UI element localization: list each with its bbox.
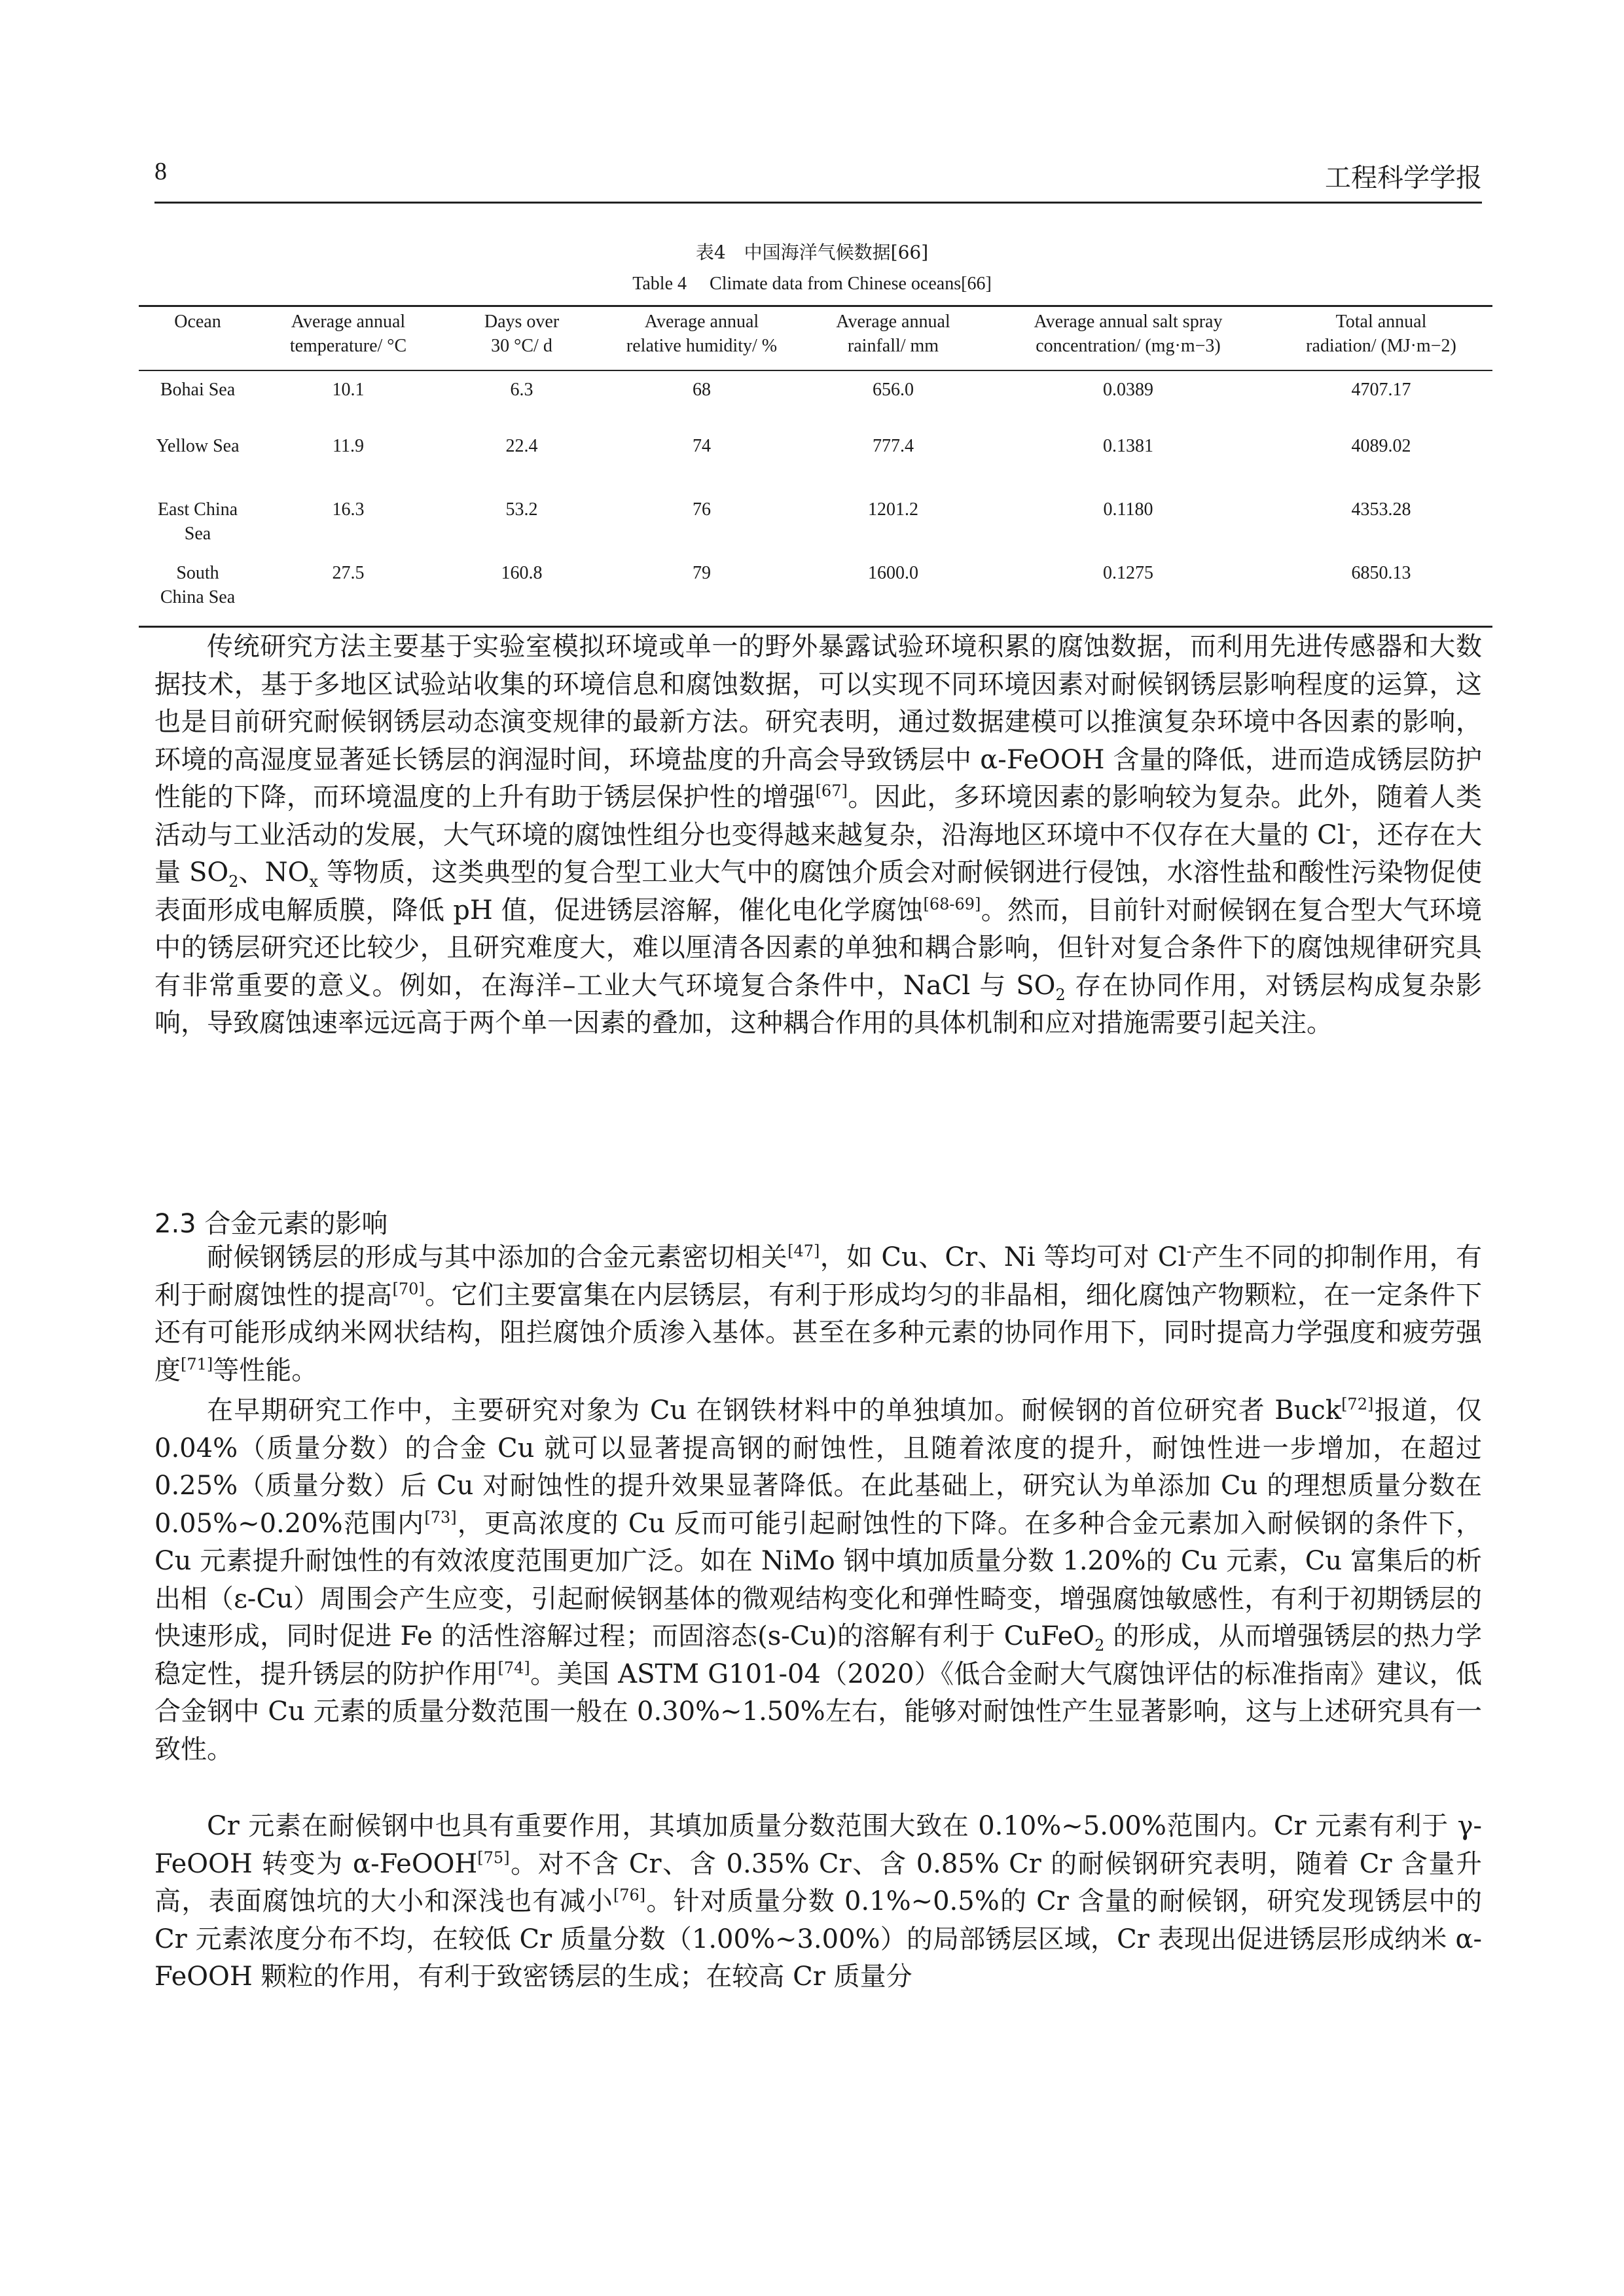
climate-table: [139, 305, 1492, 628]
paragraph-chromium: [154, 1808, 1482, 1996]
paragraph-text: Cr 元素在耐候钢中也具有重要作用，其填加质量分数范围大致在 0.10%~5.00%范围内。Cr 元素有利于 γ-FeOOH 转变为 α-FeOOH[75]。对不含 Cr、含 0.35% Cr、含 0.85% Cr 的耐候钢研究表明，随着 Cr 含量升高，表面腐蚀坑的大小和深浅也有减小[76]。针对质量分数 0.1%~0.5%的 Cr 含量的耐候钢，研究发现锈层中的 Cr 元素浓度分布不均，在较低 Cr 质量分数（1.00%~3.00%）的局部锈层区域，Cr 表现出促进锈层形成纳米 α-FeOOH 颗粒的作用，有利于致密锈层的生成；在较高 Cr 质量分: [154, 1811, 1483, 1992]
caption-cn-text: 表4 中国海洋气候数据[66]: [695, 242, 929, 263]
cell-radiation: 4089.02: [1351, 436, 1411, 456]
table-header-row: [139, 306, 1492, 371]
cell-humidity: 68: [693, 380, 711, 400]
paragraph-text: 在早期研究工作中，主要研究对象为 Cu 在钢铁材料中的单独填加。耐候钢的首位研究者 Buck[72]报道，仅 0.04%（质量分数）的合金 Cu 就可以显著提高钢的耐蚀性，且随着浓度的提升，耐蚀性进一步增加，在超过 0.25%（质量分数）后 Cu 对耐蚀性的提升效果显著降低。在此基础上，研究认为单添加 Cu 的理想质量分数在 0.05%~0.20%范围内[73]，更高浓度的 Cu 反而可能引起耐蚀性的下降。在多种合金元素加入耐候钢的条件下，Cu 元素提升耐蚀性的有效浓度范围更加广泛。如在 NiMo 钢中填加质量分数 1.20%的 Cu 元素，Cu 富集后的析出相（ε-Cu）周围会产生应变，引起耐候钢基体的微观结构变化和弹性畸变，增强腐蚀敏感性，有利于初期锈层的快速形成，同时促进 Fe 的活性溶解过程；而固溶态(s-Cu)的溶解有利于 CuFeO$_2$ 的形成，从而增强锈层的热力学稳定性，提升锈层的防护作用[74]。美国 ASTM G101-04（2020）《低合金耐大气腐蚀评估的标准指南》建议，低合金钢中 Cu 元素的质量分数范围一般在 0.30%~1.50%左右，能够对耐蚀性产生显著影响，这与上述研究具有一致性。: [154, 1395, 1483, 1765]
col-header-humidity: Average annual relative humidity/ %: [604, 306, 800, 371]
page-header: [154, 157, 1482, 196]
cell-temp: 10.1: [332, 380, 365, 400]
page-number: 8: [154, 158, 167, 185]
cell-rainfall: 777.4: [873, 436, 914, 456]
cell-days: 6.3: [510, 380, 533, 400]
cell-days: 160.8: [440, 561, 604, 626]
cell-humidity: 79: [604, 561, 800, 626]
cell-salt: 0.1180: [1103, 499, 1153, 520]
cell-salt: 0.0389: [1103, 380, 1153, 400]
journal-name: 工程科学学报: [1325, 163, 1482, 193]
paragraph-alloy-intro: [154, 1239, 1482, 1390]
cell-radiation: 4353.28: [1351, 499, 1411, 520]
paragraph-copper: [154, 1392, 1482, 1768]
table-row: [139, 497, 1492, 561]
section-title: 2.3 合金元素的影响: [154, 1209, 388, 1239]
table-row: [139, 434, 1492, 497]
cell-ocean: Yellow Sea: [156, 436, 240, 456]
cell-salt: 0.1381: [1103, 436, 1153, 456]
header-rule: [154, 202, 1482, 204]
cell-temp: 27.5: [257, 561, 440, 626]
table-row: [139, 561, 1492, 626]
cell-rainfall: 656.0: [873, 380, 914, 400]
cell-radiation: 4707.17: [1351, 380, 1411, 400]
col-header-ocean: Ocean: [139, 306, 257, 371]
cell-humidity: 74: [693, 436, 711, 456]
cell-temp: 11.9: [333, 436, 364, 456]
cell-ocean: South China Sea: [139, 561, 257, 626]
cell-salt: 0.1275: [986, 561, 1270, 626]
col-header-temperature: Average annual temperature/ °C: [257, 306, 440, 371]
paragraph-text: 耐候钢锈层的形成与其中添加的合金元素密切相关[47]，如 Cu、Cr、Ni 等均可对 Cl-产生不同的抑制作用，有利于耐腐蚀性的提高[70]。它们主要富集在内层锈层，有利于形成均匀的非晶相，细化腐蚀产物颗粒，在一定条件下还有可能形成纳米网状结构，阻拦腐蚀介质渗入基体。甚至在多种元素的协同作用下，同时提高力学强度和疲劳强度[71]等性能。: [154, 1242, 1483, 1386]
col-header-hot-days: Days over 30 °C/ d: [440, 306, 604, 371]
paragraph-text: 传统研究方法主要基于实验室模拟环境或单一的野外暴露试验环境积累的腐蚀数据，而利用先进传感器和大数据技术，基于多地区试验站收集的环境信息和腐蚀数据，可以实现不同环境因素对耐候钢锈层影响程度的运算，这也是目前研究耐候钢锈层动态演变规律的最新方法。研究表明，通过数据建模可以推演复杂环境中各因素的影响，环境的高湿度显著延长锈层的润湿时间，环境盐度的升高会导致锈层中 α-FeOOH 含量的降低，进而造成锈层防护性能的下降，而环境温度的上升有助于锈层保护性的增强[67]。因此，多环境因素的影响较为复杂。此外，随着人类活动与工业活动的发展，大气环境的腐蚀性组分也变得越来越复杂，沿海地区环境中不仅存在大量的 Cl-，还存在大量 $SO_2$、$NO_x$ 等物质，这类典型的复合型工业大气中的腐蚀介质会对耐候钢进行侵蚀，水溶性盐和酸性污染物促使表面形成电解质膜，降低 pH 值，促进锈层溶解，催化电化学腐蚀[68-69]。然而，目前针对耐候钢在复合型大气环境中的锈层研究还比较少，且研究难度大，难以厘清各因素的单独和耦合影响，但针对复合条件下的腐蚀规律研究具有非常重要的意义。例如，在海洋–工业大气环境复合条件中，NaCl 与 $SO_2$ 存在协同作用，对锈层构成复杂影响，导致腐蚀速率远远高于两个单一因素的叠加，这种耦合作用的具体机制和应对措施需要引起关注。: [154, 632, 1483, 1038]
col-header-salt-spray: Average annual salt spray concentration/ (mg·m−3): [986, 306, 1270, 371]
col-header-radiation: Total annual radiation/ (MJ·m−2): [1270, 306, 1492, 371]
cell-temp: 16.3: [332, 499, 365, 520]
cell-days: 22.4: [505, 436, 538, 456]
cell-days: 53.2: [505, 499, 538, 520]
table-caption-en: [0, 269, 1624, 295]
col-header-rainfall: Average annual rainfall/ mm: [800, 306, 986, 371]
cell-ocean: East China Sea: [157, 499, 238, 544]
cell-rainfall: 1600.0: [800, 561, 986, 626]
cell-radiation: 6850.13: [1270, 561, 1492, 626]
cell-rainfall: 1201.2: [868, 499, 918, 520]
cell-ocean: Bohai Sea: [160, 380, 236, 400]
table-caption-cn: [0, 238, 1624, 264]
paragraph-environment: [154, 628, 1482, 1043]
cell-humidity: 76: [693, 499, 711, 520]
caption-en-text: Table 4 Climate data from Chinese oceans[66]: [632, 274, 992, 294]
table-row: [139, 370, 1492, 434]
